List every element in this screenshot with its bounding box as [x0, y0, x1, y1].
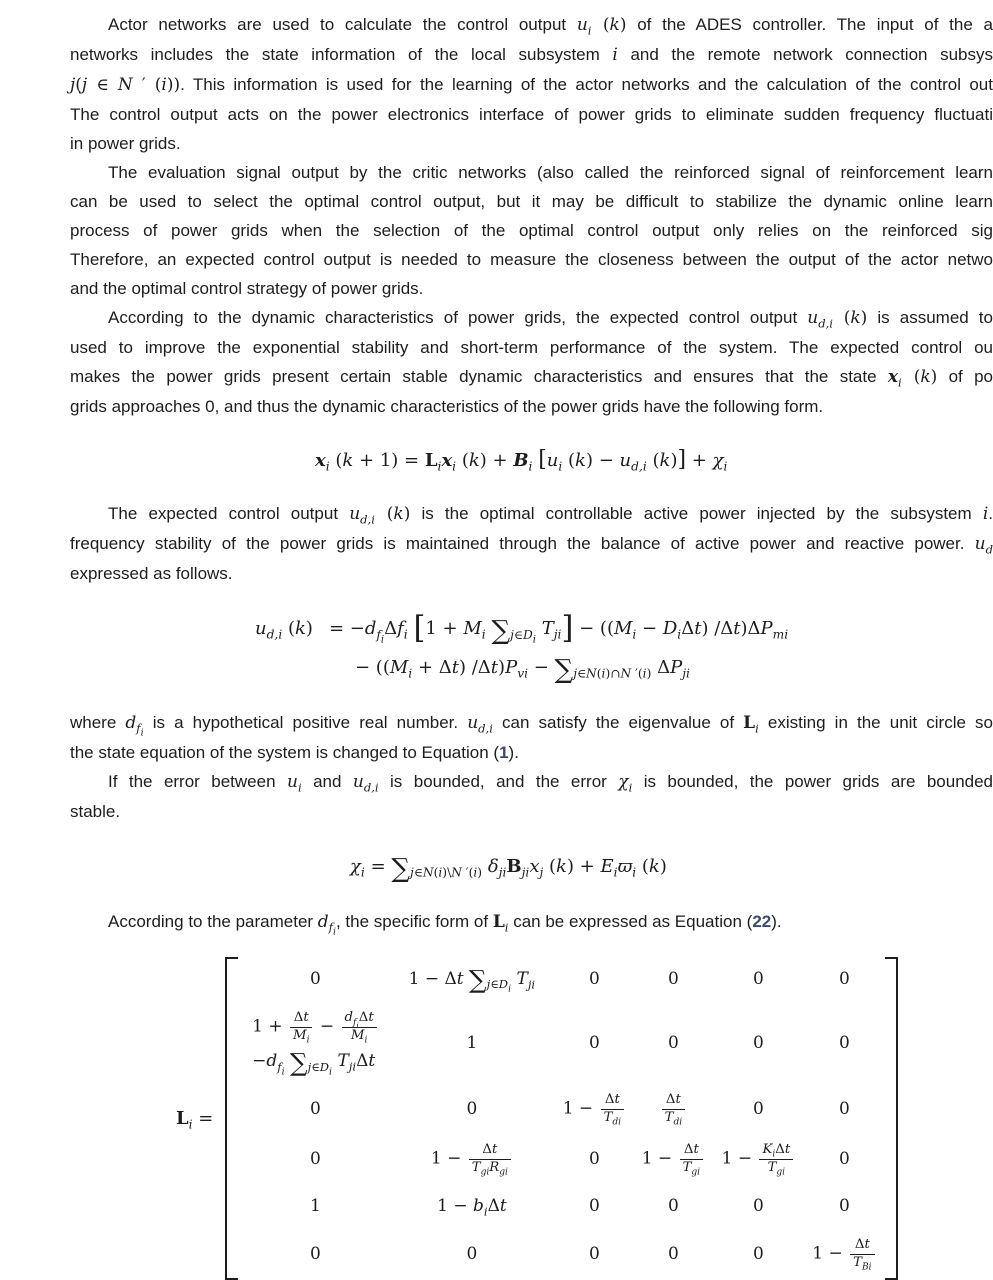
eq2-line2: − $((M_i + \Delta t) /\Delta t)P_{vi} - \sum_{j\in N(i)\cap N '(i)}$ $\Delta P_{ji}$	[355, 654, 690, 685]
matrix-cell: 0	[752, 969, 764, 989]
text-line: If the error between $u_i$ and $u_{d,i}$ is bounded, and the error $\chi_i$ is bounded, the power grids are bounded	[108, 772, 993, 795]
equation-L-matrix	[176, 957, 993, 1280]
matrix-cell: 1 + $\frac{\Delta t}{M_i}$ − $d_{f_i}\Delta t$ $M_i$ $-d_{f_i}$ $\sum_{j\in D_i}$ $T_{ji}\Delta t$	[252, 1010, 376, 1077]
matrix-cell: 0	[838, 969, 850, 989]
matrix-cell: 0	[466, 1098, 478, 1119]
text-line: Actor networks are used to calculate the control output $u_i$ (k) of the ADES controller. The input of the a	[108, 15, 993, 38]
matrix-cell: 0	[752, 1196, 764, 1217]
matrix-cell: 0	[838, 1148, 850, 1169]
text-line: j(j ∈ N ′ (i)). This information is used for the learning of the actor networks and the calculation of the control out	[70, 75, 993, 95]
matrix-cell: $1 - b_i\Delta t$	[437, 1196, 507, 1219]
text-line: frequency stability of the power grids is maintained through the balance of active power and reactive power. $u_d$	[70, 534, 993, 557]
matrix-cell: Δt $T_{di}$	[658, 1084, 689, 1134]
text-line: The control output acts on the power electronics interface of power grids to eliminate sudden frequency fluctuati	[70, 105, 993, 124]
paragraph-where-dfi	[70, 708, 993, 767]
matrix-cell: 1 − Δt $\sum_{j\in D_i}$ $T_{ji}$	[408, 965, 536, 995]
matrix-cell: 0	[588, 1244, 600, 1265]
matrix-cell: 0	[667, 1032, 679, 1053]
matrix-cell: 0	[838, 1196, 850, 1217]
matrix-label: $L_i$ =	[176, 1107, 214, 1132]
text-line: networks includes the state information of the local subsystem i and the remote network connection subsys	[70, 45, 993, 65]
text-line: used to improve the exponential stability and short-term performance of the system. The expected control ou	[70, 338, 993, 357]
paragraph-evaluation-signal	[70, 158, 993, 303]
matrix-cell: 0	[667, 1244, 679, 1265]
text-line: in power grids.	[70, 134, 181, 153]
matrix-cell: 0	[309, 1148, 321, 1169]
paragraph-dynamic-characteristics	[70, 303, 993, 421]
text-line: The expected control output $u_{d,i}$ (k) is the optimal controllable active power injected by the subsystem i.	[108, 504, 993, 527]
matrix-cell: 0	[466, 1244, 478, 1265]
matrix-cell: 0	[309, 1098, 321, 1119]
paragraph-expected-control-output	[70, 499, 993, 588]
text-line: and the optimal control strategy of power grids.	[70, 279, 424, 298]
matrix-left-bracket	[225, 957, 238, 1280]
matrix-cell: 1 − Δt $T_{di}$	[561, 1084, 628, 1134]
text-line: According to the parameter $d_{f_i}$, the specific form of $L_i$ can be expressed as Equation (22).	[108, 912, 782, 938]
matrix-cell: 0	[752, 1032, 764, 1053]
matrix-cell: 0	[838, 1098, 850, 1119]
equation-22-link[interactable]: 22	[752, 912, 772, 931]
text-line: The evaluation signal output by the critic networks (also called the reinforced signal of reinforcement learn	[108, 163, 993, 182]
equation-state-dynamics: $x_i$ $(k + 1) = L_ix_i$ $(k) + B_i$ [$u_i$ $(k) - u_{d,i}$ $(k)] + \chi_i$	[315, 447, 728, 474]
matrix-cell: 1 − Δt $T_{Bi}$	[810, 1229, 878, 1279]
text-line: where $d_{f_i}$ is a hypothetical positive real number. $u_{d,i}$ can satisfy the eigenvalue of $L_i$ existing in the unit circle so	[70, 713, 993, 739]
matrix-cell: 0	[588, 969, 600, 989]
matrix-cell: 0	[309, 1244, 321, 1265]
text-line: According to the dynamic characteristics of power grids, the expected control output $u_{d,i}$ (k) is assumed to	[108, 308, 993, 331]
matrix-cell: 0	[752, 1098, 764, 1119]
matrix-cell: 0	[309, 969, 321, 989]
matrix-cell: 1 − Δt $T_{gi}R_{gi}$	[429, 1134, 515, 1184]
text-line: the state equation of the system is changed to Equation (1).	[70, 743, 519, 762]
equation-chi: $\chi_i = \sum_{j\in N(i)\backslash N '(i)}$ $\delta_{ji}B_{ji}x_j$ $(k) + E_iϖ_i$ (k)	[350, 853, 667, 884]
matrix-cell: 1 − $K_i\Delta t$ $T_{gi}$	[720, 1134, 798, 1184]
equation-1-link[interactable]: 1	[499, 743, 509, 762]
matrix-cell: 0	[588, 1148, 600, 1169]
matrix-cell: 0	[588, 1032, 600, 1053]
eq2-line1: = $-d_{f_i}\Delta f_i$ [$1 + M_i$ $\sum_{j\in D_i}$ $T_{ji}] - ((M_i - D_i\Delta t)$ $/\Delta t)\Delta P_{mi}$	[328, 610, 789, 646]
matrix-cell: 0	[667, 1196, 679, 1217]
eq2-lhs: $u_{d,i}$ (k)	[255, 618, 313, 642]
text-line: makes the power grids present certain stable dynamic characteristics and ensures that the state $x_i$ (k) of po	[70, 367, 993, 390]
text-line: can be used to select the optimal control output, but it may be difficult to stabilize the dynamic online learn	[70, 192, 993, 211]
equation-expected-output	[255, 610, 993, 685]
text-line: process of power grids when the selection of the optimal control output only relies on the reinforced sig	[70, 221, 993, 240]
text-line: stable.	[70, 802, 121, 821]
paragraph-actor-networks	[70, 10, 993, 158]
matrix-cell: 0	[838, 1032, 850, 1053]
paragraph-parameter-dfi	[70, 907, 993, 937]
matrix-cell: 0	[667, 969, 679, 989]
matrix-cell: 1 − Δt $T_{gi}$	[640, 1134, 707, 1184]
paragraph-error-bounded	[70, 767, 993, 826]
matrix-cell: 1	[466, 1032, 478, 1053]
matrix-grid	[240, 957, 883, 1280]
text-line: grids approaches 0, and thus the dynamic characteristics of the power grids have the following form.	[70, 397, 824, 416]
matrix-cell: 0	[588, 1196, 600, 1217]
matrix-cell: 0	[752, 1244, 764, 1265]
text-line: Therefore, an expected control output is needed to measure the closeness between the output of the actor netwo	[70, 250, 993, 269]
matrix-right-bracket	[885, 957, 898, 1280]
matrix-cell: 1	[309, 1196, 321, 1217]
text-line: expressed as follows.	[70, 564, 233, 583]
